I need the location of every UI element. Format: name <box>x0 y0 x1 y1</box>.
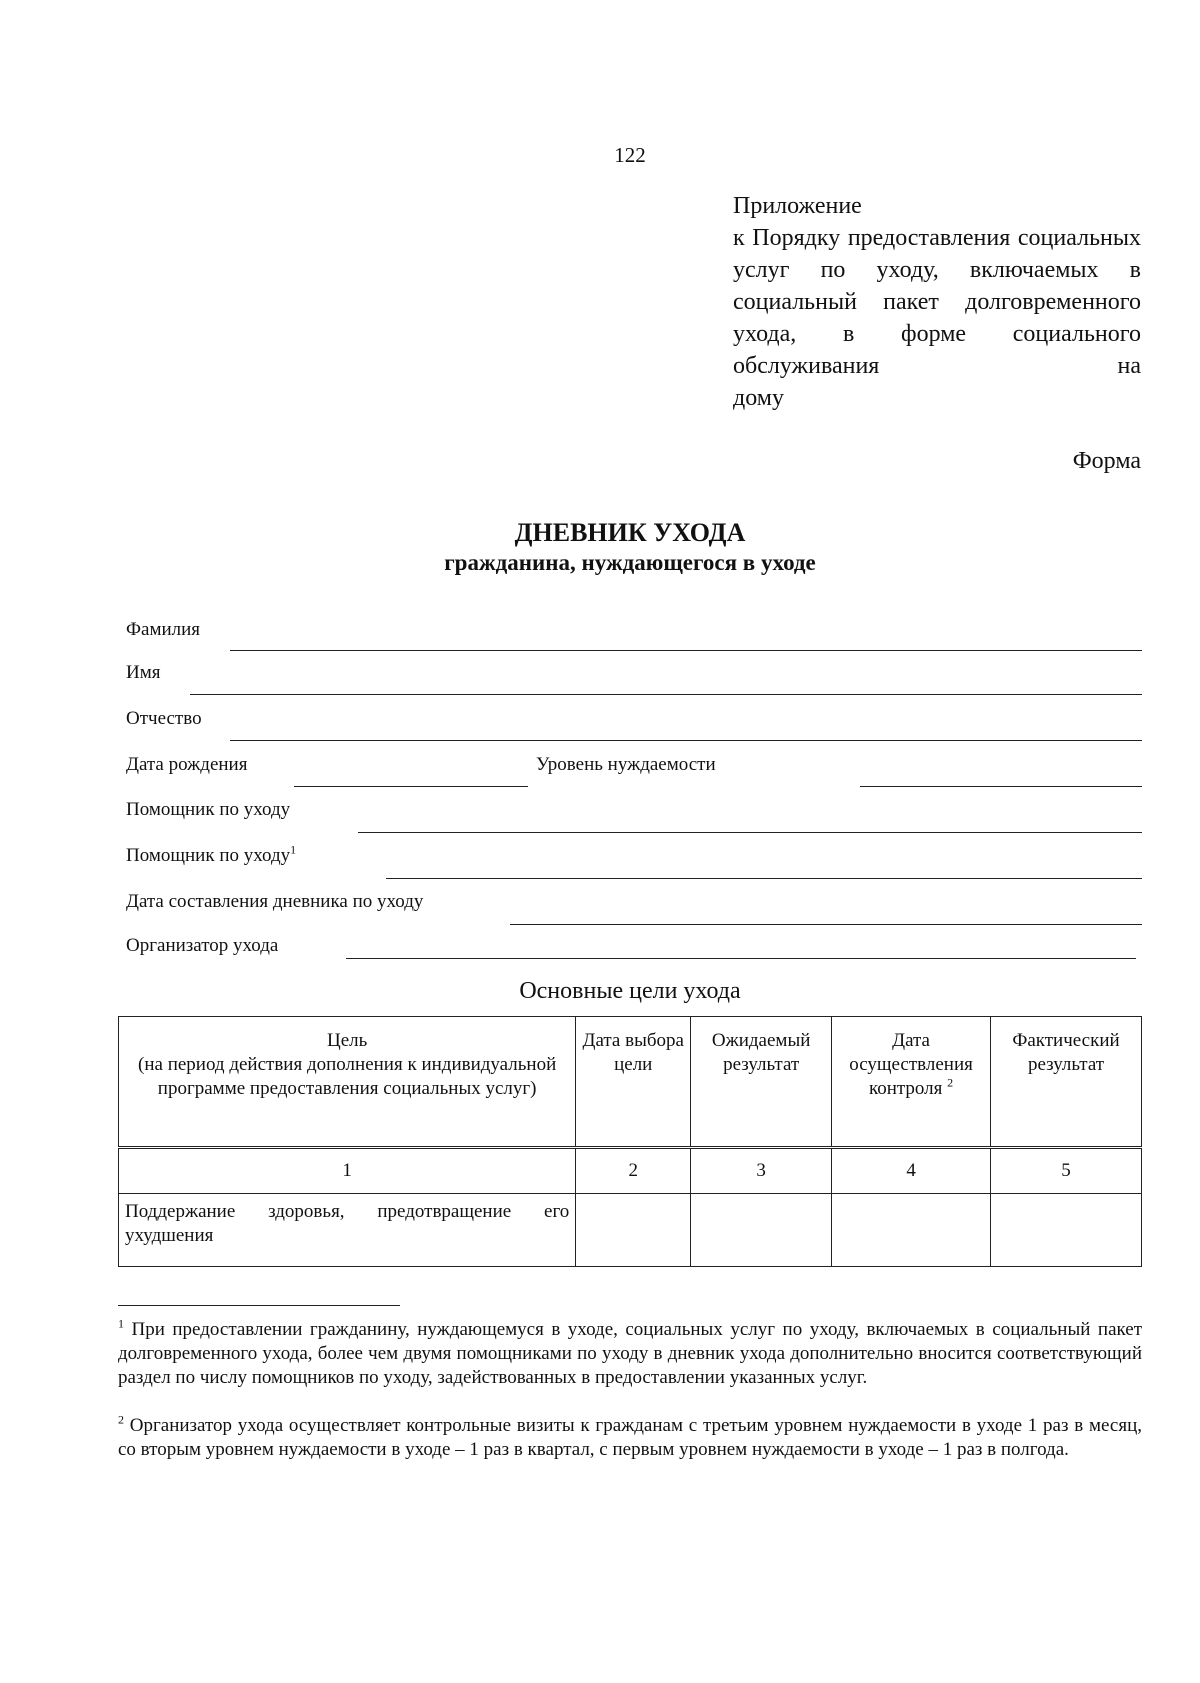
control-date-cell[interactable] <box>832 1194 991 1267</box>
assistant-field[interactable] <box>358 832 1142 833</box>
organizer-label: Организатор ухода <box>126 935 279 956</box>
goals-title: Основные цели ухода <box>519 978 741 1004</box>
document-title: ДНЕВНИК УХОДА <box>514 518 746 547</box>
footnote-mark: 2 <box>947 1075 954 1090</box>
header-expected-result: Ожидаемый результат <box>691 1017 832 1148</box>
patronymic-label: Отчество <box>126 708 202 729</box>
column-number: 3 <box>691 1148 832 1194</box>
column-number-row <box>119 1148 1142 1194</box>
column-number: 1 <box>119 1148 576 1194</box>
surname-label: Фамилия <box>126 619 201 640</box>
appendix-title: Приложение <box>733 193 862 219</box>
page-number: 122 <box>614 143 646 167</box>
footnote-mark: 1 <box>118 1316 124 1331</box>
header-control-date: Дата осуществления контроля $^2$ <box>832 1017 991 1148</box>
footnote-1: $^1$ При предоставлении гражданину, нуждающемуся в уходе, социальных услуг по уходу, включаемых в социальный пакет долговременного ухода, более чем двумя помощниками по уходу в дневник ухода дополнительно вносится соответствующий раздел по числу помощников по уходу, задействованных в предоставлении указанных услуг. <box>118 1316 1142 1388</box>
assistant-2-label: Помощник по уходу$^1$ <box>126 842 297 866</box>
surname-field[interactable] <box>230 650 1142 651</box>
goal-cell: Поддержание здоровья, предотвращение его ухудшения <box>119 1194 576 1267</box>
appendix-last-line: дому <box>733 385 784 411</box>
birth-date-field[interactable] <box>294 786 528 787</box>
expected-result-cell[interactable] <box>691 1194 832 1267</box>
selection-date-cell[interactable] <box>576 1194 691 1267</box>
column-number: 2 <box>576 1148 691 1194</box>
footnote-mark: 2 <box>118 1412 124 1427</box>
header-actual-result: Фактический результат <box>991 1017 1142 1148</box>
actual-result-cell[interactable] <box>991 1194 1142 1267</box>
need-level-field[interactable] <box>860 786 1142 787</box>
column-number: 4 <box>832 1148 991 1194</box>
patronymic-field[interactable] <box>230 740 1142 741</box>
organizer-field[interactable] <box>346 958 1136 959</box>
birth-date-label: Дата рождения <box>126 754 248 775</box>
diary-date-field[interactable] <box>510 924 1142 925</box>
column-number: 5 <box>991 1148 1142 1194</box>
appendix-note <box>733 190 1141 414</box>
table-row <box>119 1194 1142 1267</box>
header-goal: Цель (на период действия дополнения к индивидуальной программе предоставления социальных услуг) <box>119 1017 576 1148</box>
table-header-row <box>119 1017 1142 1148</box>
form-label: Форма <box>1072 448 1141 474</box>
document-subtitle: гражданина, нуждающегося в уходе <box>444 550 816 575</box>
footnote-mark: 1 <box>290 842 297 857</box>
name-field[interactable] <box>190 694 1142 695</box>
assistant-label: Помощник по уходу <box>126 799 291 820</box>
footnote-divider <box>118 1305 400 1306</box>
appendix-body: к Порядку предоставления социальных услуг по уходу, включаемых в социальный пакет долговременного ухода, в форме социального обслуживания на <box>733 225 1141 379</box>
name-label: Имя <box>126 662 161 683</box>
assistant-2-field[interactable] <box>386 878 1142 879</box>
header-selection-date: Дата выбора цели <box>576 1017 691 1148</box>
diary-date-label: Дата составления дневника по уходу <box>126 891 424 912</box>
footnote-2: $^2$ Организатор ухода осуществляет контрольные визиты к гражданам с третьим уровнем нуждаемости в уходе 1 раз в месяц, со вторым уровнем нуждаемости в уходе – 1 раз в квартал, с первым уровнем нуждаемости в уходе – 1 раз в полгода. <box>118 1412 1142 1460</box>
goals-table <box>118 1016 1142 1267</box>
need-level-label: Уровень нуждаемости <box>536 754 716 775</box>
